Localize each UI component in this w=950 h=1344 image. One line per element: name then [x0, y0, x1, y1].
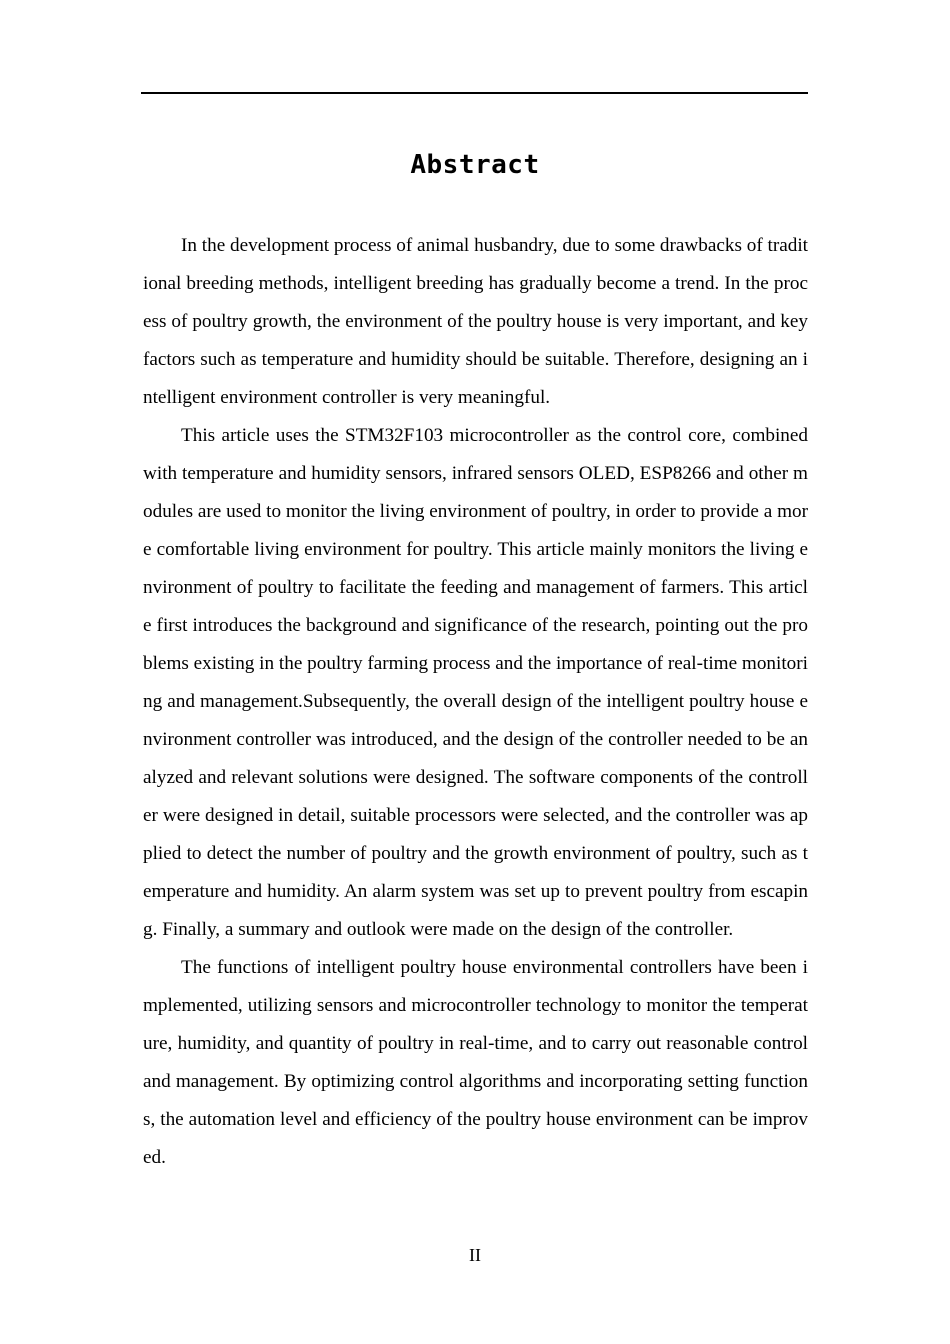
abstract-body [143, 227, 808, 1177]
paragraph: The functions of intelligent poultry house environmental controllers have been implemented, utilizing sensors and microcontroller technology to monitor the temperature, humidity, and quantity of poultry in real-time, and to carry out reasonable control and management. By optimizing control algorithms and incorporating setting functions, the automation level and efficiency of the poultry house environment can be improved. [143, 957, 808, 1168]
page-title: Abstract [410, 150, 540, 180]
page-number: II [469, 1245, 481, 1265]
header-separator-rule [141, 92, 808, 94]
paragraph: In the development process of animal husbandry, due to some drawbacks of traditional breeding methods, intelligent breeding has gradually become a trend. In the process of poultry growth, the environment of the poultry house is very important, and key factors such as temperature and humidity should be suitable. Therefore, designing an intelligent environment controller is very meaningful. [143, 235, 808, 408]
paragraph: This article uses the STM32F103 microcontroller as the control core, combined with temperature and humidity sensors, infrared sensors OLED, ESP8266 and other modules are used to monitor the living environment of poultry, in order to provide a more comfortable living environment for poultry. This article mainly monitors the living environment of poultry to facilitate the feeding and management of farmers. This article first introduces the background and significance of the research, pointing out the problems existing in the poultry farming process and the importance of real-time monitoring and management.Subsequently, the overall design of the intelligent poultry house environment controller was introduced, and the design of the controller needed to be analyzed and relevant solutions were designed. The software components of the controller were designed in detail, suitable processors were selected, and the controller was applied to detect the number of poultry and the growth environment of poultry, such as temperature and humidity. An alarm system was set up to prevent poultry from escaping. Finally, a summary and outlook were made on the design of the controller. [143, 425, 808, 940]
